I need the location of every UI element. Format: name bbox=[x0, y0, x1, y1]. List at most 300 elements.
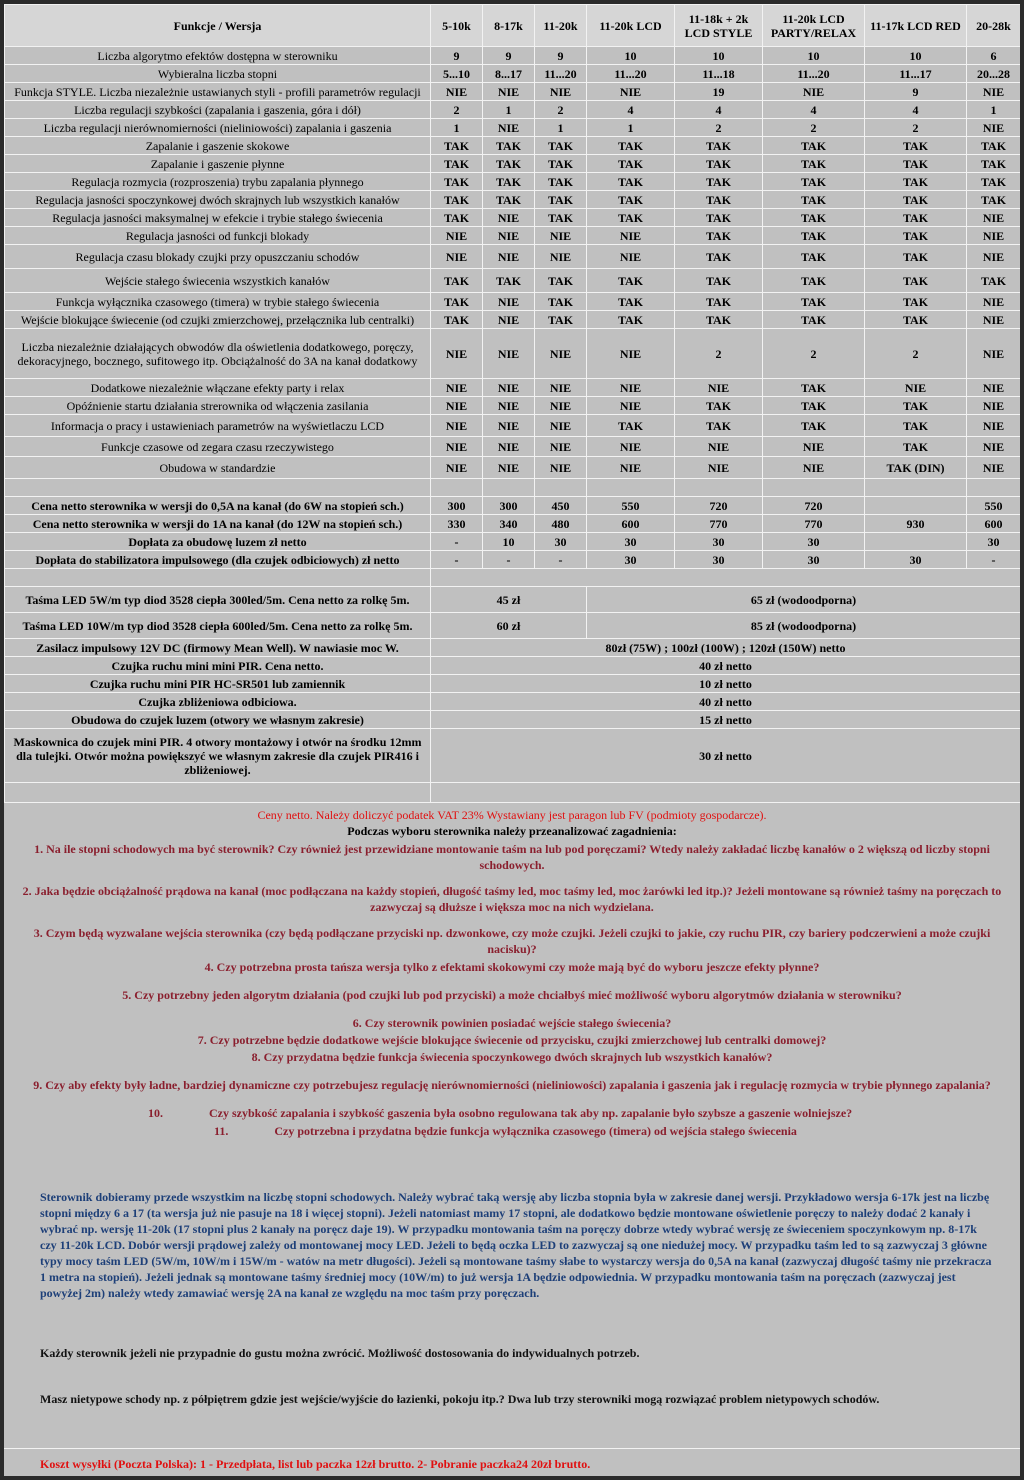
feature-row bbox=[5, 293, 1021, 311]
feature-cell: NIE bbox=[535, 457, 587, 479]
feature-row bbox=[5, 83, 1021, 101]
accessory-row bbox=[5, 657, 1021, 675]
accessory-row bbox=[5, 729, 1021, 783]
accessory-label: Czujka zbliżeniowa odbiciowa. bbox=[5, 693, 431, 711]
feature-cell: TAK bbox=[675, 155, 763, 173]
question-1: 1. Na ile stopni schodowych ma być sterownik? Czy również jest przewidziane montowanie taśm na lub pod poręczami? Wtedy należy zakładać liczbę kanałów o 2 większą od liczby stopni schodowych. bbox=[34, 842, 990, 872]
feature-row bbox=[5, 227, 1021, 245]
question-10 bbox=[4, 1105, 1020, 1121]
feature-cell: TAK bbox=[763, 311, 865, 329]
feature-cell: TAK (DIN) bbox=[865, 457, 967, 479]
price-cell: 770 bbox=[763, 515, 865, 533]
price-value-waterproof: 65 zł (wodoodporna) bbox=[587, 587, 1021, 613]
feature-cell: NIE bbox=[535, 397, 587, 415]
feature-cell: TAK bbox=[763, 155, 865, 173]
feature-cell: NIE bbox=[587, 457, 675, 479]
feature-cell: TAK bbox=[431, 269, 483, 293]
feature-row bbox=[5, 47, 1021, 65]
feature-cell: TAK bbox=[675, 173, 763, 191]
accessory-row bbox=[5, 639, 1021, 657]
price-cell: - bbox=[535, 551, 587, 569]
feature-label: Funkcje czasowe od zegara czasu rzeczywistego bbox=[5, 437, 431, 457]
version-header: 11-20k LCD bbox=[587, 5, 675, 47]
feature-cell: TAK bbox=[967, 155, 1021, 173]
feature-cell: NIE bbox=[431, 329, 483, 379]
accessory-value: 80zł (75W) ; 100zł (100W) ; 120zł (150W) netto bbox=[431, 639, 1021, 657]
feature-cell: TAK bbox=[865, 245, 967, 269]
feature-cell: TAK bbox=[967, 137, 1021, 155]
feature-cell: 5...10 bbox=[431, 65, 483, 83]
price-cell bbox=[865, 497, 967, 515]
feature-cell: TAK bbox=[865, 437, 967, 457]
feature-cell: NIE bbox=[535, 245, 587, 269]
feature-row bbox=[5, 173, 1021, 191]
feature-cell: NIE bbox=[483, 83, 535, 101]
empty-cell bbox=[763, 479, 865, 497]
questions-title: Podczas wyboru sterownika należy przeanalizować zagadnienia: bbox=[347, 824, 677, 838]
accessory-value: 30 zł netto bbox=[431, 729, 1021, 783]
accessory-row bbox=[5, 675, 1021, 693]
feature-label: Liczba algorytmo efektów dostępna w sterowniku bbox=[5, 47, 431, 65]
feature-cell: TAK bbox=[967, 191, 1021, 209]
feature-cell: NIE bbox=[431, 457, 483, 479]
feature-cell: TAK bbox=[431, 293, 483, 311]
feature-row bbox=[5, 397, 1021, 415]
price-label: Cena netto sterownika w wersji do 1A na kanał (do 12W na stopień sch.) bbox=[5, 515, 431, 533]
empty-cell bbox=[865, 479, 967, 497]
question-3: 3. Czym będą wyzwalane wejścia sterownika (czy będą podłączane przyciski np. dzwonkowe, czy może czujki. Jeżeli czujki to jakie, czy ruchu PIR, czy bariery podczerwieni a może czujki nacisku)? bbox=[33, 926, 991, 956]
feature-cell: TAK bbox=[763, 415, 865, 437]
feature-cell: NIE bbox=[483, 311, 535, 329]
question-4: 4. Czy potrzebna prosta tańsza wersja tylko z efektami skokowymi czy może mają być do wyboru jeszcze efekty płynne? bbox=[204, 960, 820, 974]
price-cell: - bbox=[431, 551, 483, 569]
feature-label: Liczba regulacji szybkości (zapalania i gaszenia, góra i dół) bbox=[5, 101, 431, 119]
price-cell: 330 bbox=[431, 515, 483, 533]
feature-cell: NIE bbox=[587, 437, 675, 457]
feature-cell: TAK bbox=[431, 191, 483, 209]
price-cell: 300 bbox=[483, 497, 535, 515]
feature-row bbox=[5, 379, 1021, 397]
feature-cell: NIE bbox=[431, 245, 483, 269]
feature-cell: TAK bbox=[587, 293, 675, 311]
feature-label: Regulacja jasności od funkcji blokady bbox=[5, 227, 431, 245]
question-11 bbox=[4, 1123, 1020, 1139]
price-value: 60 zł bbox=[431, 613, 587, 639]
feature-row bbox=[5, 191, 1021, 209]
accessory-value: 40 zł netto bbox=[431, 693, 1021, 711]
led-tape-row bbox=[5, 587, 1021, 613]
feature-cell: TAK bbox=[535, 269, 587, 293]
feature-cell: NIE bbox=[483, 415, 535, 437]
feature-cell: TAK bbox=[763, 227, 865, 245]
feature-cell: TAK bbox=[431, 137, 483, 155]
version-header: 11-20k bbox=[535, 5, 587, 47]
feature-cell: TAK bbox=[865, 293, 967, 311]
price-label: Cena netto sterownika w wersji do 0,5A na kanał (do 6W na stopień sch.) bbox=[5, 497, 431, 515]
feature-cell: TAK bbox=[763, 245, 865, 269]
accessory-label: Taśma LED 10W/m typ diod 3528 ciepła 600led/5m. Cena netto za rolkę 5m. bbox=[5, 613, 431, 639]
feature-cell: NIE bbox=[587, 83, 675, 101]
feature-row bbox=[5, 457, 1021, 479]
feature-cell: NIE bbox=[483, 209, 535, 227]
feature-cell: TAK bbox=[865, 269, 967, 293]
empty-cell bbox=[967, 479, 1021, 497]
feature-label: Wejście blokujące świecenie (od czujki zmierzchowej, przełącznika lub centralki) bbox=[5, 311, 431, 329]
feature-cell: NIE bbox=[967, 119, 1021, 137]
price-cell: 30 bbox=[763, 551, 865, 569]
feature-cell: TAK bbox=[535, 311, 587, 329]
feature-cell: TAK bbox=[431, 311, 483, 329]
price-cell: - bbox=[431, 533, 483, 551]
unusual-stairs-note: Masz nietypowe schody np. z półpiętrem gdzie jest wejście/wyjście do łazienki, pokoju itp.? Dwa lub trzy sterowniki mogą rozwiązać problem nietypowych schodów. bbox=[40, 1392, 880, 1406]
feature-cell: NIE bbox=[535, 415, 587, 437]
feature-label: Liczba regulacji nierównomierności (nieliniowości) zapalania i gaszenia bbox=[5, 119, 431, 137]
feature-cell: 9 bbox=[865, 83, 967, 101]
feature-cell: NIE bbox=[483, 293, 535, 311]
feature-cell: TAK bbox=[535, 173, 587, 191]
empty-cell bbox=[587, 479, 675, 497]
feature-cell: TAK bbox=[865, 137, 967, 155]
feature-cell: TAK bbox=[587, 137, 675, 155]
feature-cell: 4 bbox=[675, 101, 763, 119]
feature-label: Informacja o pracy i ustawieniach parametrów na wyświetlaczu LCD bbox=[5, 415, 431, 437]
feature-cell: 11...20 bbox=[587, 65, 675, 83]
accessory-value: 15 zł netto bbox=[431, 711, 1021, 729]
feature-cell: NIE bbox=[483, 397, 535, 415]
led-tape-row bbox=[5, 613, 1021, 639]
feature-label: Regulacja rozmycia (rozproszenia) trybu zapalania płynnego bbox=[5, 173, 431, 191]
price-row bbox=[5, 515, 1021, 533]
question-6: 6. Czy sterownik powinien posiadać wejście stałego świecenia? bbox=[352, 1016, 672, 1030]
feature-cell: NIE bbox=[483, 329, 535, 379]
price-value: 45 zł bbox=[431, 587, 587, 613]
feature-cell: TAK bbox=[865, 155, 967, 173]
price-cell: 30 bbox=[763, 533, 865, 551]
version-header: 11-18k + 2k LCD STYLE bbox=[675, 5, 763, 47]
feature-cell: NIE bbox=[587, 245, 675, 269]
spacer-row bbox=[5, 783, 1021, 803]
feature-cell: TAK bbox=[675, 227, 763, 245]
feature-cell: 9 bbox=[483, 47, 535, 65]
price-cell: 600 bbox=[967, 515, 1021, 533]
feature-cell: 1 bbox=[483, 101, 535, 119]
empty-cell bbox=[535, 479, 587, 497]
feature-cell: NIE bbox=[483, 227, 535, 245]
price-cell: 450 bbox=[535, 497, 587, 515]
feature-cell: NIE bbox=[587, 227, 675, 245]
feature-cell: TAK bbox=[675, 293, 763, 311]
accessory-label: Czujka ruchu mini mini PIR. Cena netto. bbox=[5, 657, 431, 675]
price-cell: 600 bbox=[587, 515, 675, 533]
feature-cell: TAK bbox=[587, 311, 675, 329]
feature-cell: NIE bbox=[675, 437, 763, 457]
feature-cell: NIE bbox=[483, 119, 535, 137]
feature-cell: TAK bbox=[483, 155, 535, 173]
feature-cell: NIE bbox=[483, 379, 535, 397]
feature-cell: NIE bbox=[967, 379, 1021, 397]
feature-cell: NIE bbox=[675, 457, 763, 479]
feature-cell: TAK bbox=[431, 209, 483, 227]
feature-cell: TAK bbox=[763, 209, 865, 227]
notes-section bbox=[4, 807, 1020, 1407]
feature-cell: 11...20 bbox=[535, 65, 587, 83]
feature-cell: NIE bbox=[763, 457, 865, 479]
selection-guide-paragraph: Sterownik dobieramy przede wszystkim na liczbę stopni schodowych. Należy wybrać taką wersję aby liczba stopnia była w zakresie danej wersji. Przykładowo wersja 6-17k jest na liczbę stopni między 6 a 17 (ta wersja już nie pasuje na 18 i więcej stopni). Jeżeli natomiast mamy 17 stopni, ale dodatkowo będzie montowane oświetlenie poręczy to należy dodać 2 kanały i wybrać np. wersję 11-20k (17 stopni plus 2 kanały na poręcz daje 19). W przypadku montowania taśm na poręczy dobrze wtedy wybrać wersję ze świeceniem spoczynkowym np. 8-17k czy 11-20k LCD. Dobór wersji prądowej zależy od montowanej mocy LED. Jeżeli to będą oczka LED to zazwyczaj są one niedużej mocy. W przypadku taśm led to są zazwyczaj 3 główne typy mocy taśm LED (5W/m, 10W/m i 15W/m - watów na metr długości). Jeżeli są montowane taśmy słabe to wystarczy wersja do 0,5A na kanał (zazwyczaj długość taśmy nie przekracza 1 metra na stopień). Jeżeli jednak są montowane taśmy średniej mocy (10W/m) to już wersja 1A będzie odpowiednia. W przypadku montowania taśm na poręczach (zazwyczaj jest powyżej 2m) należy wtedy zamawiać wersję 2A na kanał ze względu na moc taśm przy poręczach. bbox=[40, 1190, 992, 1300]
feature-cell: TAK bbox=[865, 397, 967, 415]
feature-cell: TAK bbox=[535, 155, 587, 173]
feature-label: Opóźnienie startu działania strerownika od włączenia zasilania bbox=[5, 397, 431, 415]
feature-cell: NIE bbox=[431, 83, 483, 101]
feature-label: Zapalanie i gaszenie skokowe bbox=[5, 137, 431, 155]
feature-cell: 1 bbox=[967, 101, 1021, 119]
feature-row bbox=[5, 137, 1021, 155]
feature-cell: NIE bbox=[675, 379, 763, 397]
feature-cell: 1 bbox=[587, 119, 675, 137]
feature-cell: TAK bbox=[483, 191, 535, 209]
feature-cell: 2 bbox=[431, 101, 483, 119]
feature-cell: 8...17 bbox=[483, 65, 535, 83]
feature-cell: TAK bbox=[763, 137, 865, 155]
feature-cell: NIE bbox=[587, 397, 675, 415]
feature-row bbox=[5, 119, 1021, 137]
feature-cell: NIE bbox=[483, 457, 535, 479]
feature-cell: TAK bbox=[763, 397, 865, 415]
empty-cell bbox=[675, 479, 763, 497]
feature-cell: TAK bbox=[675, 191, 763, 209]
feature-cell: NIE bbox=[967, 329, 1021, 379]
empty-cell bbox=[5, 569, 431, 587]
price-row bbox=[5, 533, 1021, 551]
accessory-label: Zasilacz impulsowy 12V DC (firmowy Mean Well). W nawiasie moc W. bbox=[5, 639, 431, 657]
feature-cell: TAK bbox=[763, 293, 865, 311]
feature-cell: TAK bbox=[483, 269, 535, 293]
price-cell: 720 bbox=[675, 497, 763, 515]
accessory-value: 40 zł netto bbox=[431, 657, 1021, 675]
feature-cell: NIE bbox=[967, 311, 1021, 329]
feature-label: Liczba niezależnie działających obwodów dla oświetlenia dodatkowego, poręczy, dekoracyjnego, bocznego, sufitowego itp. Obciążalność do 3A na kanał dodatkowy bbox=[5, 329, 431, 379]
feature-cell: NIE bbox=[431, 227, 483, 245]
empty-cell bbox=[431, 783, 1021, 803]
feature-label: Regulacja jasności spoczynkowej dwóch skrajnych lub wszystkich kanałów bbox=[5, 191, 431, 209]
accessory-label: Obudowa do czujek luzem (otwory we własnym zakresie) bbox=[5, 711, 431, 729]
feature-cell: TAK bbox=[763, 191, 865, 209]
feature-label: Obudowa w standardzie bbox=[5, 457, 431, 479]
version-header: 20-28k bbox=[967, 5, 1021, 47]
price-cell: 300 bbox=[431, 497, 483, 515]
question-9: 9. Czy aby efekty były ładne, bardziej dynamiczne czy potrzebujesz regulację nierównomierności (nieliniowości) zapalania i gaszenia jak i regulację rozmycia w trybie płynnego zapalania? bbox=[33, 1078, 991, 1092]
page bbox=[4, 4, 1020, 1476]
feature-cell: NIE bbox=[535, 379, 587, 397]
header-row bbox=[5, 5, 1021, 47]
feature-cell: 20...28 bbox=[967, 65, 1021, 83]
price-cell: 30 bbox=[967, 533, 1021, 551]
price-cell: 30 bbox=[675, 551, 763, 569]
feature-cell: 6 bbox=[967, 47, 1021, 65]
feature-cell: TAK bbox=[865, 311, 967, 329]
feature-cell: TAK bbox=[587, 155, 675, 173]
feature-cell: TAK bbox=[675, 397, 763, 415]
price-row bbox=[5, 497, 1021, 515]
feature-cell: NIE bbox=[535, 437, 587, 457]
feature-cell: TAK bbox=[431, 173, 483, 191]
feature-cell: NIE bbox=[431, 437, 483, 457]
feature-cell: NIE bbox=[431, 379, 483, 397]
feature-cell: NIE bbox=[865, 379, 967, 397]
feature-row bbox=[5, 311, 1021, 329]
feature-cell: 11...17 bbox=[865, 65, 967, 83]
feature-label: Regulacja jasności maksymalnej w efekcie i trybie stałego świecenia bbox=[5, 209, 431, 227]
feature-cell: 1 bbox=[535, 119, 587, 137]
feature-cell: NIE bbox=[535, 329, 587, 379]
price-cell: 30 bbox=[535, 533, 587, 551]
feature-cell: TAK bbox=[675, 137, 763, 155]
feature-label: Regulacja czasu blokady czujki przy opuszczaniu schodów bbox=[5, 245, 431, 269]
question-11-text: Czy potrzebna i przydatna będzie funkcja wyłącznika czasowego (timera) od wejścia stałego świecenia bbox=[274, 1124, 797, 1138]
feature-row bbox=[5, 101, 1021, 119]
feature-cell: NIE bbox=[967, 437, 1021, 457]
price-cell: 720 bbox=[763, 497, 865, 515]
feature-cell: NIE bbox=[535, 227, 587, 245]
feature-cell: NIE bbox=[967, 83, 1021, 101]
feature-cell: TAK bbox=[587, 191, 675, 209]
feature-cell: TAK bbox=[763, 379, 865, 397]
feature-cell: TAK bbox=[535, 137, 587, 155]
feature-cell: 9 bbox=[535, 47, 587, 65]
price-cell: 30 bbox=[675, 533, 763, 551]
feature-cell: TAK bbox=[865, 227, 967, 245]
price-cell: 30 bbox=[587, 551, 675, 569]
feature-cell: 11...18 bbox=[675, 65, 763, 83]
accessory-label: Maskownica do czujek mini PIR. 4 otwory montażowy i otwór na środku 12mm dla tulejki. Otwór można powiększyć we własnym zakresie dla czujek PIR416 i zbliżeniowej. bbox=[5, 729, 431, 783]
feature-cell: 9 bbox=[431, 47, 483, 65]
feature-cell: TAK bbox=[535, 191, 587, 209]
feature-label: Zapalanie i gaszenie płynne bbox=[5, 155, 431, 173]
feature-cell: 10 bbox=[675, 47, 763, 65]
feature-cell: NIE bbox=[967, 227, 1021, 245]
feature-cell: TAK bbox=[431, 155, 483, 173]
feature-label: Dodatkowe niezależnie włączane efekty party i relax bbox=[5, 379, 431, 397]
feature-cell: TAK bbox=[587, 415, 675, 437]
feature-cell: 4 bbox=[587, 101, 675, 119]
feature-cell: TAK bbox=[967, 173, 1021, 191]
question-11-number: 11. bbox=[214, 1124, 229, 1138]
price-cell: 550 bbox=[967, 497, 1021, 515]
return-note: Każdy sterownik jeżeli nie przypadnie do gustu można zwrócić. Możliwość dostosowania do indywidualnych potrzeb. bbox=[40, 1346, 640, 1360]
feature-cell: TAK bbox=[535, 209, 587, 227]
price-cell: 10 bbox=[483, 533, 535, 551]
feature-cell: NIE bbox=[587, 329, 675, 379]
feature-row bbox=[5, 437, 1021, 457]
price-label: Dopłata do stabilizatora impulsowego (dla czujek odbiciowych) zł netto bbox=[5, 551, 431, 569]
feature-cell: 4 bbox=[865, 101, 967, 119]
feature-cell: 1 bbox=[431, 119, 483, 137]
feature-cell: NIE bbox=[967, 397, 1021, 415]
price-cell: 550 bbox=[587, 497, 675, 515]
price-cell: 340 bbox=[483, 515, 535, 533]
comparison-table bbox=[4, 4, 1020, 803]
feature-cell: 10 bbox=[763, 47, 865, 65]
price-cell: - bbox=[483, 551, 535, 569]
feature-cell: TAK bbox=[535, 293, 587, 311]
feature-label: Wybieralna liczba stopni bbox=[5, 65, 431, 83]
price-cell: 770 bbox=[675, 515, 763, 533]
feature-cell: TAK bbox=[967, 269, 1021, 293]
feature-cell: 4 bbox=[763, 101, 865, 119]
feature-label: Funkcja wyłącznika czasowego (timera) w trybie stałego świecenia bbox=[5, 293, 431, 311]
feature-cell: NIE bbox=[967, 415, 1021, 437]
feature-cell: 2 bbox=[865, 329, 967, 379]
feature-row bbox=[5, 155, 1021, 173]
price-label: Dopłata za obudowę luzem zł netto bbox=[5, 533, 431, 551]
feature-cell: 2 bbox=[865, 119, 967, 137]
question-2: 2. Jaka będzie obciążalność prądowa na kanał (moc podłączana na każdy stopień, długość taśmy led, moc taśmy led, moc żarówki led itp.)? Jeżeli montowane są również taśmy na poręczach to zazwyczaj są dłuższe i większa moc na nich wydzielana. bbox=[22, 884, 1002, 914]
feature-cell: NIE bbox=[967, 245, 1021, 269]
feature-cell: NIE bbox=[587, 379, 675, 397]
feature-cell: TAK bbox=[587, 269, 675, 293]
accessory-label: Czujka ruchu mini PIR HC-SR501 lub zamiennik bbox=[5, 675, 431, 693]
feature-label: Wejście stałego świecenia wszystkich kanałów bbox=[5, 269, 431, 293]
price-cell: 930 bbox=[865, 515, 967, 533]
feature-cell: NIE bbox=[483, 245, 535, 269]
accessory-row bbox=[5, 711, 1021, 729]
feature-cell: TAK bbox=[763, 269, 865, 293]
version-header: 5-10k bbox=[431, 5, 483, 47]
feature-cell: 10 bbox=[587, 47, 675, 65]
feature-cell: TAK bbox=[763, 173, 865, 191]
price-cell: 30 bbox=[865, 551, 967, 569]
netto-note: Ceny netto. Należy doliczyć podatek VAT 23% Wystawiany jest paragon lub FV (podmioty gospodarcze). bbox=[257, 808, 767, 822]
question-7: 7. Czy potrzebne będzie dodatkowe wejście blokujące świecenie od przycisku, czujki zmierzchowej lub centralki domowej? bbox=[197, 1033, 827, 1047]
price-row bbox=[5, 551, 1021, 569]
accessory-row bbox=[5, 693, 1021, 711]
feature-cell: NIE bbox=[967, 293, 1021, 311]
feature-cell: TAK bbox=[675, 415, 763, 437]
feature-cell: TAK bbox=[587, 173, 675, 191]
feature-row bbox=[5, 329, 1021, 379]
spacer-row bbox=[5, 479, 1021, 497]
feature-cell: NIE bbox=[483, 437, 535, 457]
feature-cell: 2 bbox=[535, 101, 587, 119]
accessory-value: 10 zł netto bbox=[431, 675, 1021, 693]
version-header: 11-20k LCD PARTY/RELAX bbox=[763, 5, 865, 47]
price-cell: 30 bbox=[587, 533, 675, 551]
feature-cell: TAK bbox=[865, 191, 967, 209]
accessory-label: Taśma LED 5W/m typ diod 3528 ciepła 300led/5m. Cena netto za rolkę 5m. bbox=[5, 587, 431, 613]
price-cell: - bbox=[967, 551, 1021, 569]
empty-cell bbox=[5, 783, 431, 803]
feature-row bbox=[5, 209, 1021, 227]
feature-cell: TAK bbox=[587, 209, 675, 227]
feature-cell: NIE bbox=[431, 415, 483, 437]
feature-row bbox=[5, 65, 1021, 83]
feature-row bbox=[5, 269, 1021, 293]
header-label: Funkcje / Wersja bbox=[5, 5, 431, 47]
feature-cell: 10 bbox=[865, 47, 967, 65]
empty-cell bbox=[5, 479, 431, 497]
feature-cell: 19 bbox=[675, 83, 763, 101]
feature-cell: TAK bbox=[865, 415, 967, 437]
shipping-note: Koszt wysyłki (Poczta Polska): 1 - Przedpłata, list lub paczka 12zł brutto. 2- Pobranie paczka24 20zł brutto. bbox=[4, 1448, 1020, 1476]
feature-cell: TAK bbox=[675, 209, 763, 227]
feature-cell: TAK bbox=[483, 173, 535, 191]
feature-cell: TAK bbox=[675, 311, 763, 329]
feature-cell: 2 bbox=[675, 119, 763, 137]
question-8: 8. Czy przydatna będzie funkcja świecenia spoczynkowego dwóch skrajnych lub wszystkich kanałów? bbox=[251, 1050, 773, 1064]
feature-cell: NIE bbox=[535, 83, 587, 101]
price-cell bbox=[865, 533, 967, 551]
question-5: 5. Czy potrzebny jeden algorytm działania (pod czujki lub pod przyciski) a może chciałbyś mieć możliwość wyboru algorytmów działania w sterowniku? bbox=[122, 988, 902, 1002]
empty-cell bbox=[483, 479, 535, 497]
